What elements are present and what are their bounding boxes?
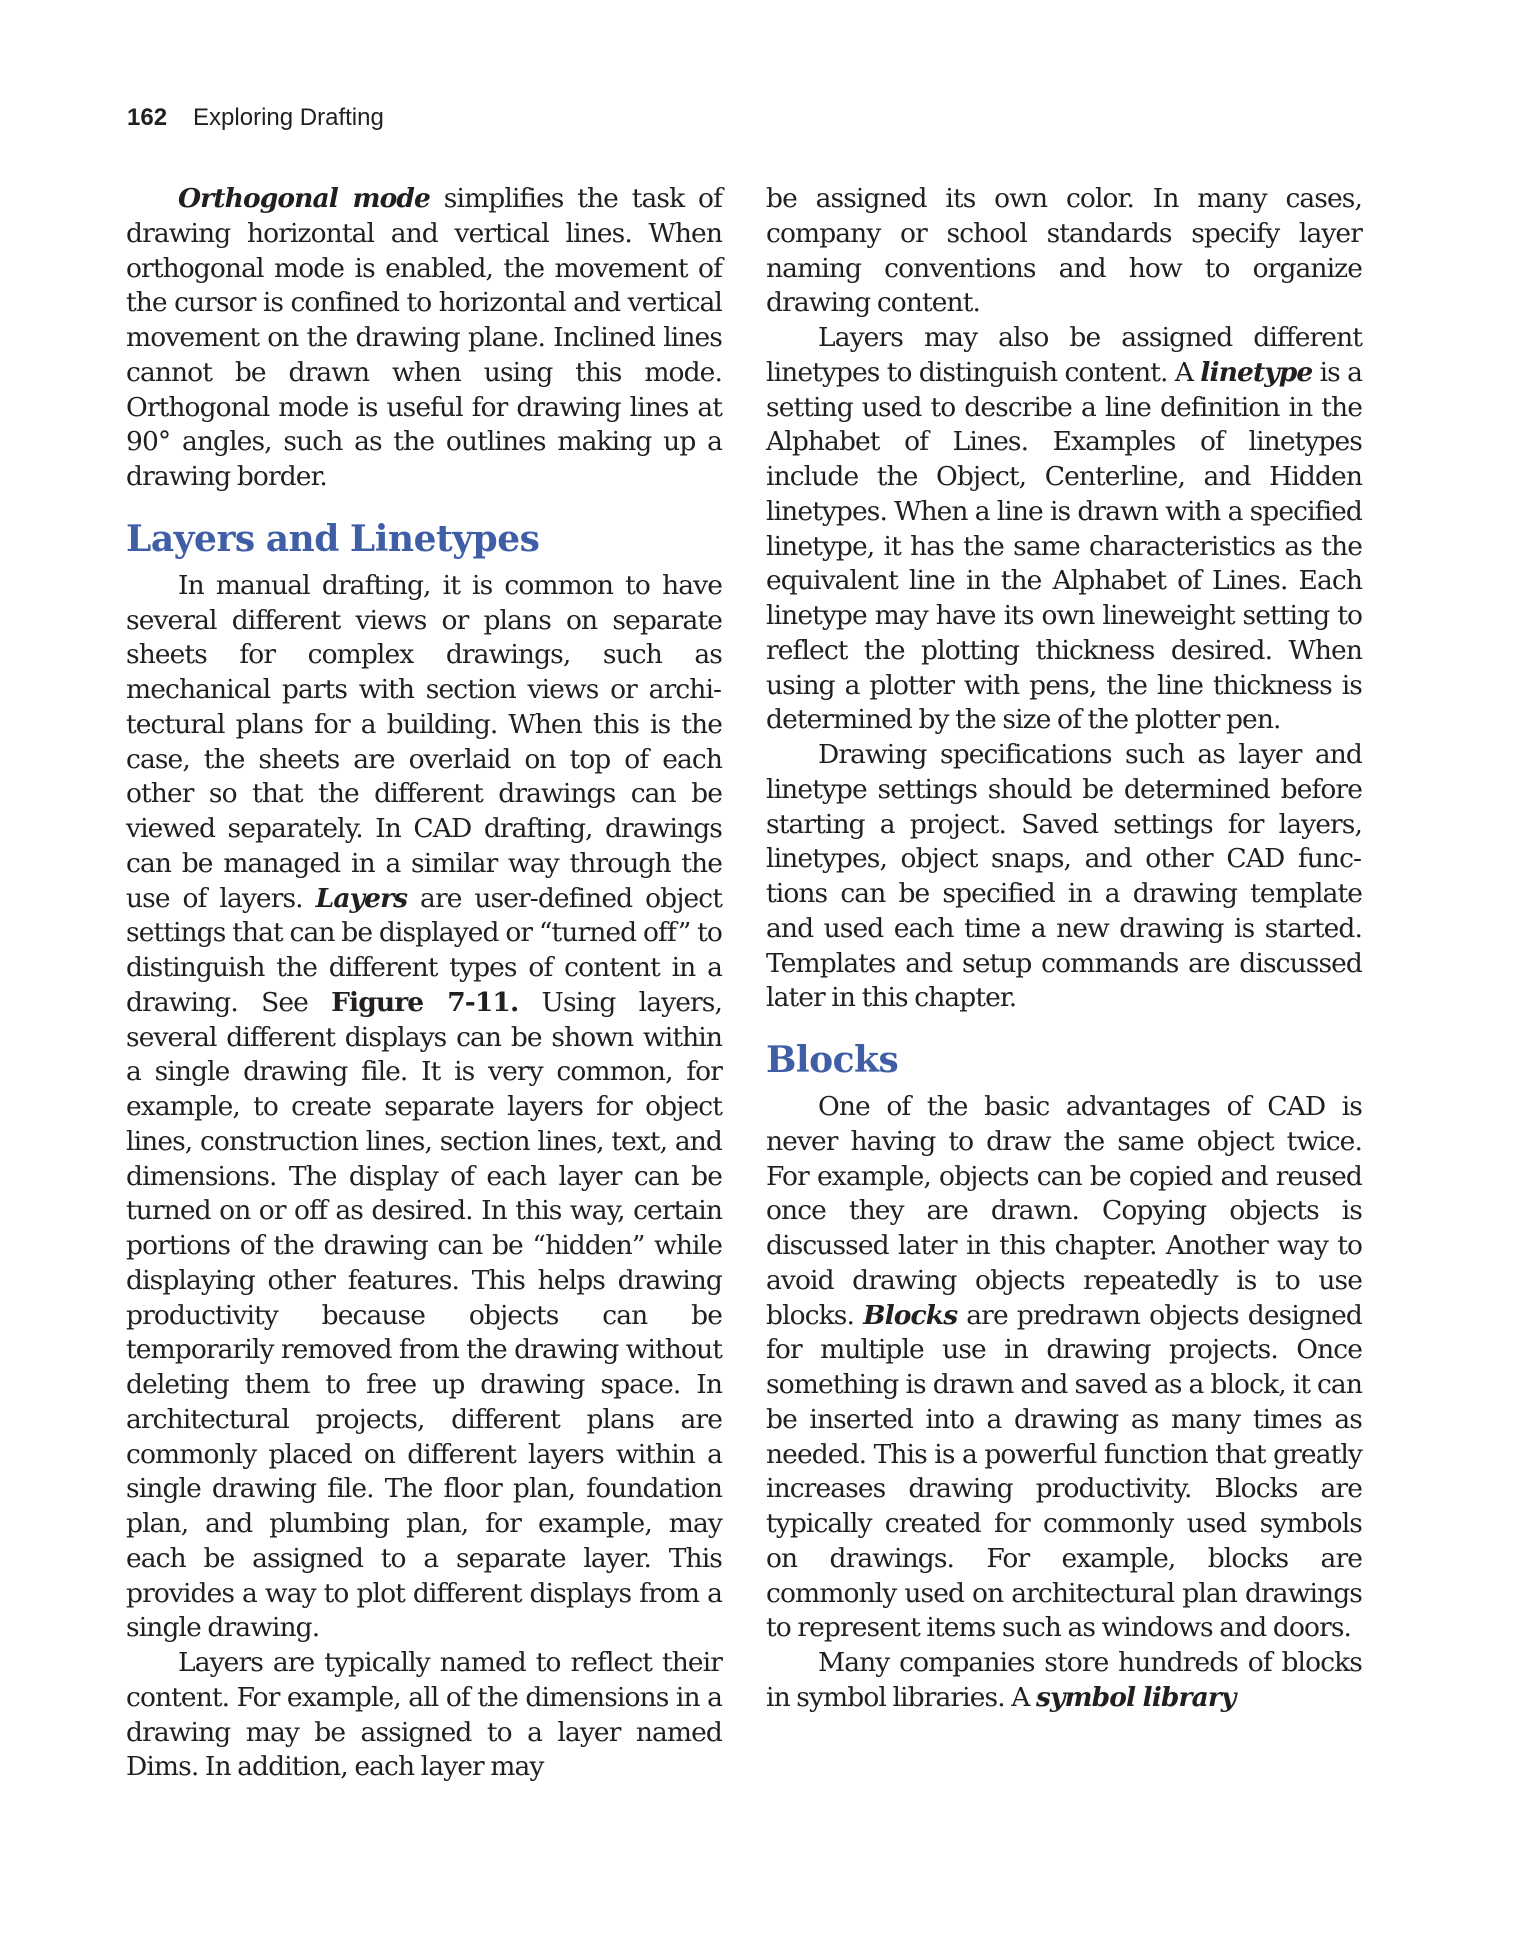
figure-reference: Figure 7-11. xyxy=(331,986,519,1018)
paragraph-text: Layers may also be assigned different linetypes to distinguish content. A xyxy=(766,322,1362,388)
term-linetype: linetype xyxy=(1200,356,1313,388)
paragraph-text: Many companies store hundreds of blocks in symbol libraries. A xyxy=(766,1647,1362,1713)
left-column xyxy=(126,182,722,1785)
paragraph-drawing-specifications xyxy=(766,738,1362,1016)
running-header xyxy=(127,104,384,132)
paragraph-layer-color xyxy=(766,182,1362,321)
paragraph-symbol-libraries xyxy=(766,1646,1362,1716)
section-heading-blocks: Blocks xyxy=(766,1039,899,1081)
term-blocks: Blocks xyxy=(863,1299,958,1331)
term-symbol-library: symbol library xyxy=(1036,1681,1236,1713)
paragraph-text: Drawing specifications such as layer and linetype settings should be determined before starting a project. Saved settings for layers, linetypes, object snaps, and other CAD functions can be specified in a drawing template and used each time a new drawing is started. Templates and setup commands are discussed later in this chapter. xyxy=(766,739,1362,1014)
paragraph-text: are predrawn objects designed for multiple use in drawing projects. Once something is drawn and saved as a block, it can be inserted into a drawing as many times as needed. This is a powerful function that greatly increases drawing productivity. Blocks are typically created for commonly used symbols on drawings. For example, blocks are commonly used on architectural plan drawings to represent items such as windows and doors. xyxy=(766,1299,1362,1644)
paragraph-text: Layers are typically named to reflect their content. For example, all of the dimensions in a drawing may be assigned to a layer named Dims. In addition, each layer may xyxy=(126,1647,722,1783)
right-column xyxy=(766,182,1362,1716)
paragraph-text: simplifies the task of drawing horizontal and vertical lines. When orthogonal mode is enabled, the movement of the cursor is confined to horizontal and vertical movement on the drawing plane. Inclined lines cannot be drawn when using this mode. Orthogonal mode is useful for drawing lines at 90° angles, such as the outlines making up a drawing border. xyxy=(126,183,722,492)
paragraph-layer-naming xyxy=(126,1646,722,1785)
paragraph-text: is a setting used to describe a line definition in the Alphabet of Lines. Examples of linetypes include the Object, Centerline, and Hidden linetypes. When a line is drawn with a specified linetype, it has the same characteristics as the equivalent line in the Alphabet of Lines. Each linetype may have its own lineweight setting to reflect the plotting thickness desired. When using a plotter with pens, the line thickness is determined by the size of the plotter pen. xyxy=(766,356,1362,736)
term-orthogonal-mode: Orthogonal mode xyxy=(178,183,431,214)
paragraph-text: In manual drafting, it is common to have several different views or plans on separate sheets for complex drawings, such as mechanical parts with section views or architectural plans for a building. When this is the case, the sheets are overlaid on top of each other so that the different drawings can be viewed separately. In CAD drafting, drawings can be managed in a similar way through the use of layers. xyxy=(126,569,722,914)
paragraph-text: One of the basic advantages of CAD is never having to draw the same object twice. For example, objects can be copied and reused once they are drawn. Copying objects is discussed later in this chapter. Another way to avoid drawing objects repeatedly is to use blocks. xyxy=(766,1091,1362,1331)
term-layers: Layers xyxy=(315,882,408,914)
paragraph-text: Using layers, several different displays can be shown within a single drawing file. It is very common, for example, to create separate layers for object lines, construction lines, section lines, text, and dimensions. The display of each layer can be turned on or off as desired. In this way, certain portions of the drawing can be “hidden” while displaying other features. This helps drawing productivity because objects can be temporarily removed from the drawing without deleting them to free up drawing space. In architectural projects, different plans are commonly placed on different layers within a single drawing file. The floor plan, foundation plan, and plumbing plan, for example, may each be assigned to a separate layer. This provides a way to plot different displays from a single drawing. xyxy=(126,986,723,1644)
paragraph-orthogonal-mode xyxy=(126,182,722,495)
paragraph-text: be assigned its own color. In many cases, company or school standards specify layer naming conventions and how to organize drawing content. xyxy=(766,183,1362,319)
section-heading-layers: Layers and Linetypes xyxy=(126,517,540,560)
book-title: Exploring Drafting xyxy=(193,104,384,131)
paragraph-layers-intro xyxy=(126,569,722,1646)
paragraph-linetypes xyxy=(766,321,1362,738)
paragraph-text: are user-defined object settings that can be displayed or “turned off” to distinguish the different types of content in a drawing. See xyxy=(126,882,722,1018)
page-number: 162 xyxy=(127,104,168,131)
paragraph-blocks-intro xyxy=(766,1090,1362,1646)
